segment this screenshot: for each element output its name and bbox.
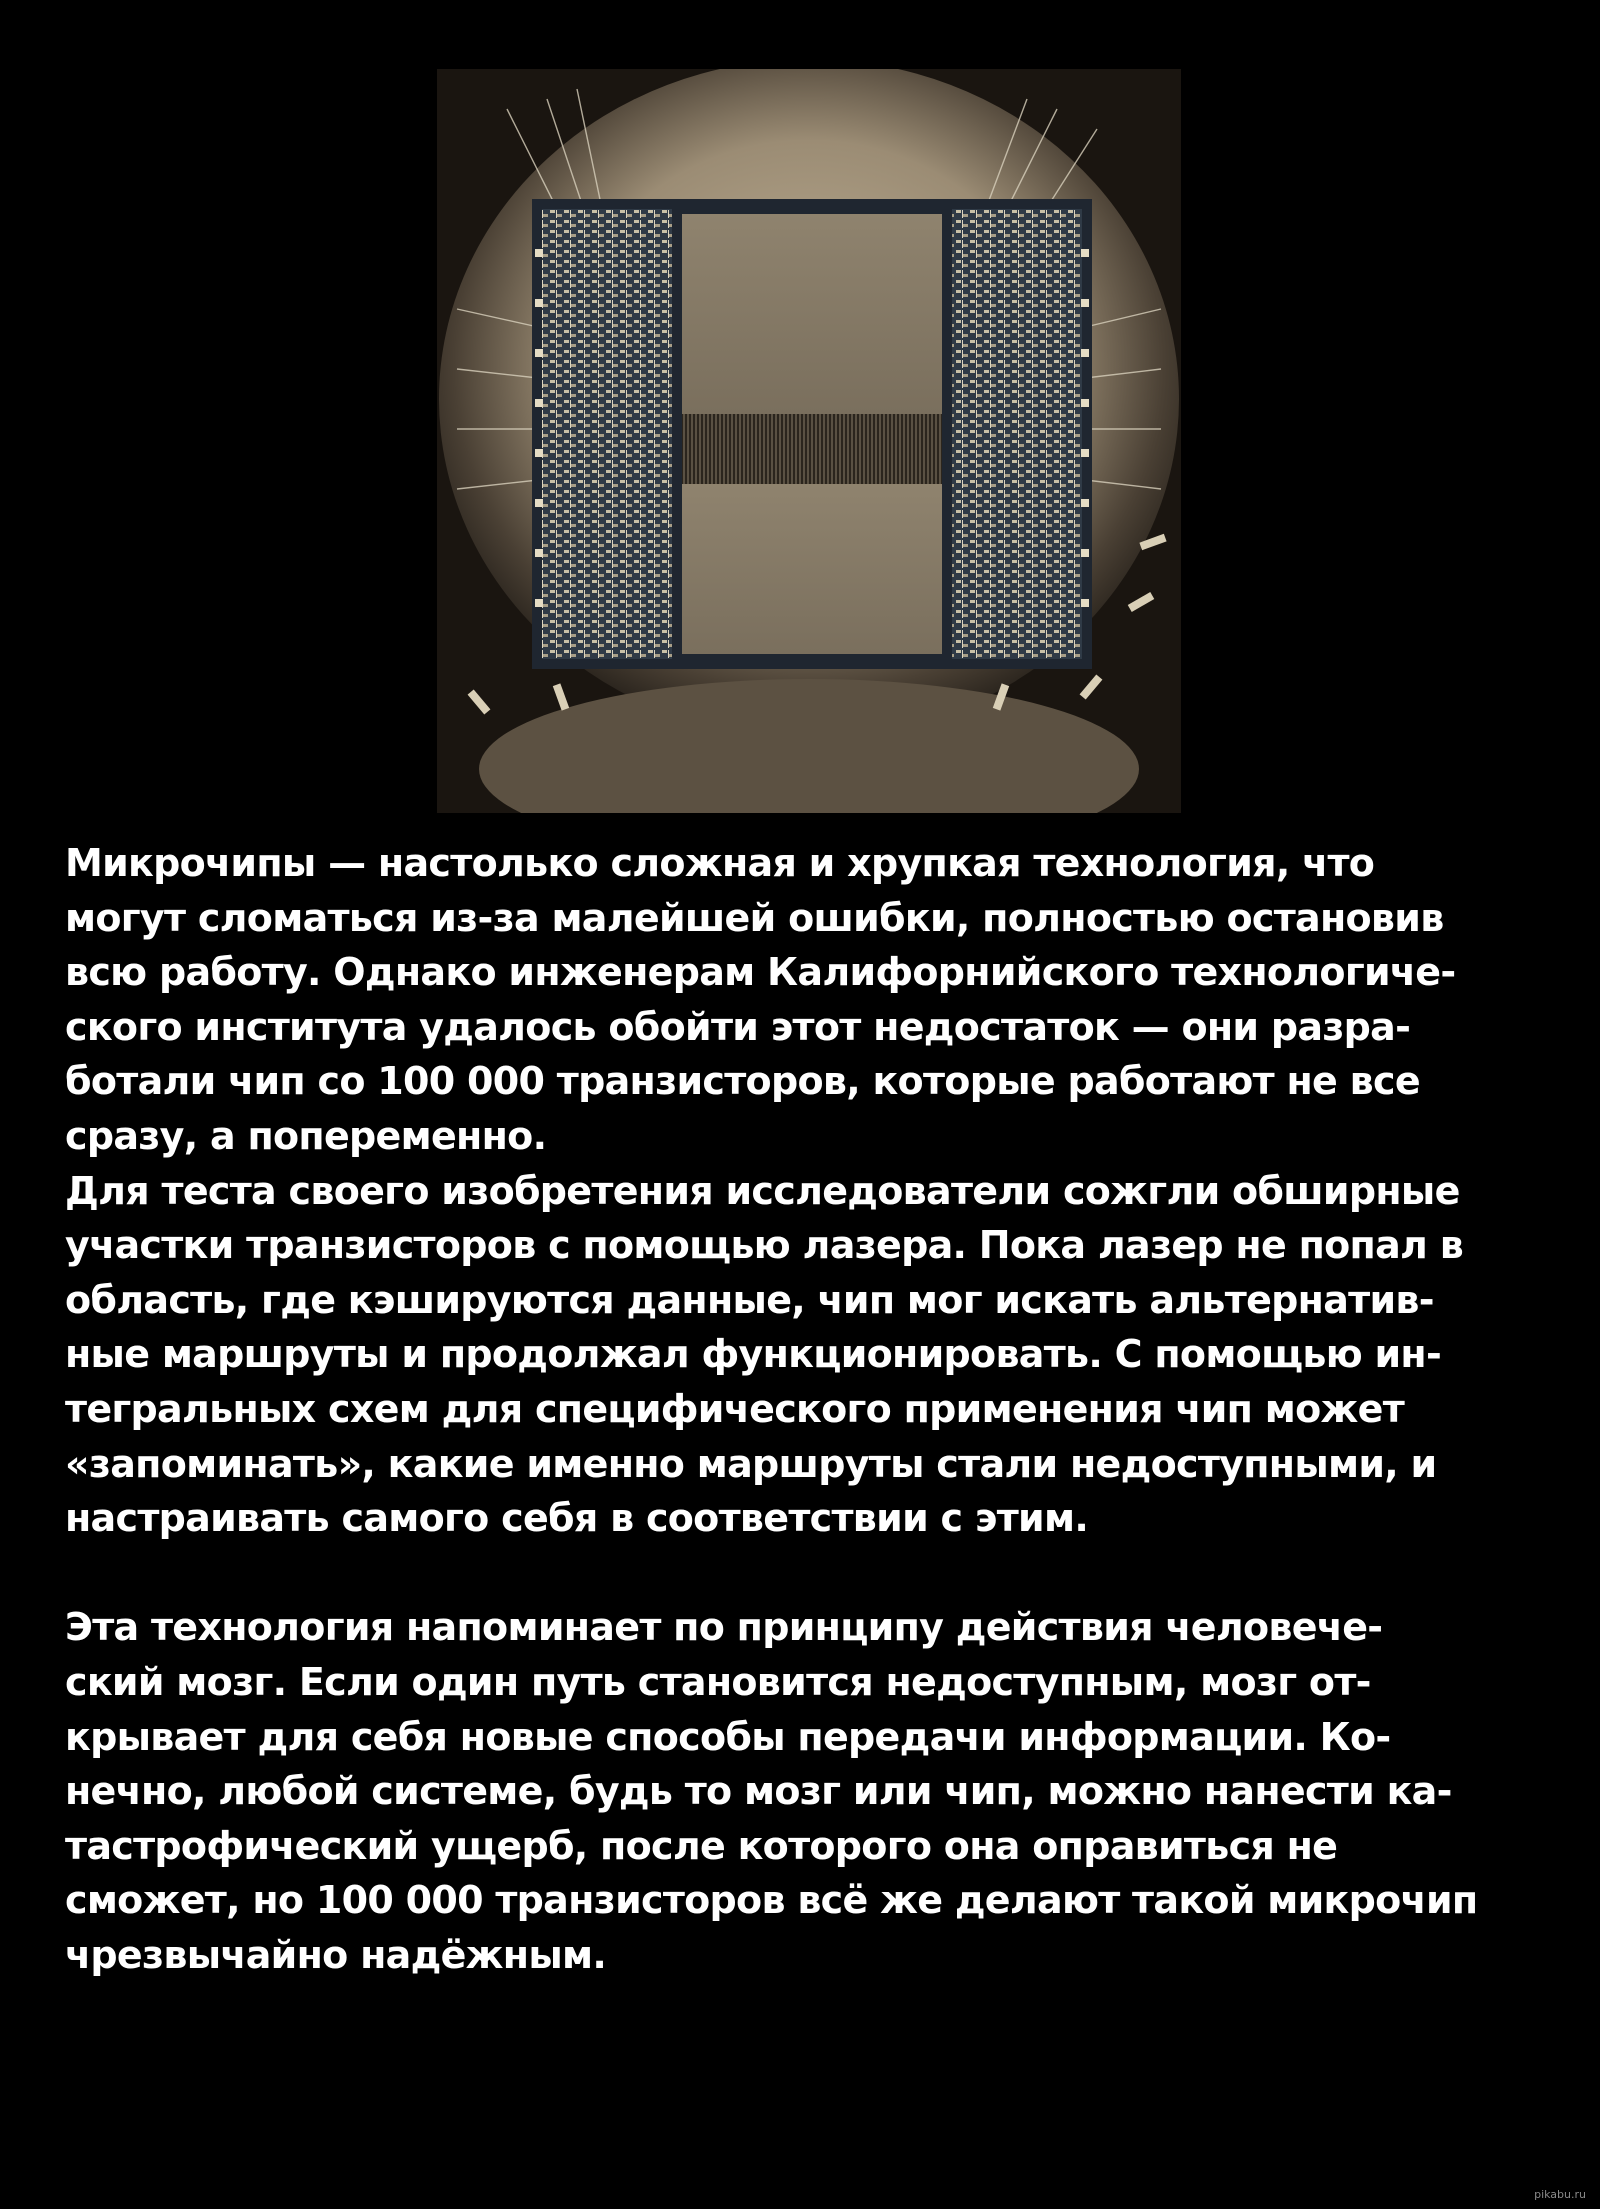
text-line: Микрочипы — настолько сложная и хрупкая технология, что (65, 841, 1375, 885)
text-line: настраивать самого себя в соответствии с этим. (65, 1496, 1089, 1541)
paragraph-3 (65, 1600, 1545, 1982)
text-line: ботали чип со 100 000 транзисторов, которые работают не все (65, 1059, 1420, 1104)
article-text (65, 836, 1545, 1982)
text-line: область, где кэшируются данные, чип мог искать альтернатив- (65, 1277, 1434, 1322)
text-line: ные маршруты и продолжал функционировать. С помощью ин- (65, 1332, 1442, 1377)
text-line: тегральных схем для специфического применения чип может (65, 1386, 1405, 1431)
microchip-photo (437, 69, 1181, 813)
watermark: pikabu.ru (1534, 2188, 1586, 2201)
text-line: нечно, любой системе, будь то мозг или чип, можно нанести ка- (65, 1769, 1452, 1814)
text-line: Эта технология напоминает по принципу действия человече- (65, 1605, 1383, 1650)
text-line: сможет, но 100 000 транзисторов всё же делают такой микрочип (65, 1878, 1478, 1923)
text-line: сразу, а попеременно. (65, 1113, 547, 1158)
text-line: «запоминать», какие именно маршруты стали недоступными, и (65, 1441, 1437, 1486)
text-line: всю работу. Однако инженерам Калифорнийского технологиче- (65, 950, 1456, 995)
text-line: участки транзисторов с помощью лазера. Пока лазер не попал в (65, 1223, 1464, 1268)
text-line: Для теста своего изобретения исследователи сожгли обширные (65, 1168, 1460, 1213)
text-line: крывает для себя новые способы передачи информации. Ко- (65, 1714, 1391, 1759)
text-line: тастрофический ущерб, после которого она оправиться не (65, 1823, 1338, 1868)
text-line: ского института удалось обойти этот недостаток — они разра- (65, 1004, 1411, 1049)
text-line: могут сломаться из-за малейшей ошибки, полностью остановив (65, 895, 1444, 940)
text-line: ский мозг. Если один путь становится недоступным, мозг от- (65, 1659, 1371, 1704)
paragraph-2 (65, 1164, 1545, 1546)
text-line: чрезвычайно надёжным. (65, 1932, 607, 1977)
paragraph-spacer (65, 1546, 1545, 1601)
paragraph-1 (65, 836, 1545, 1164)
